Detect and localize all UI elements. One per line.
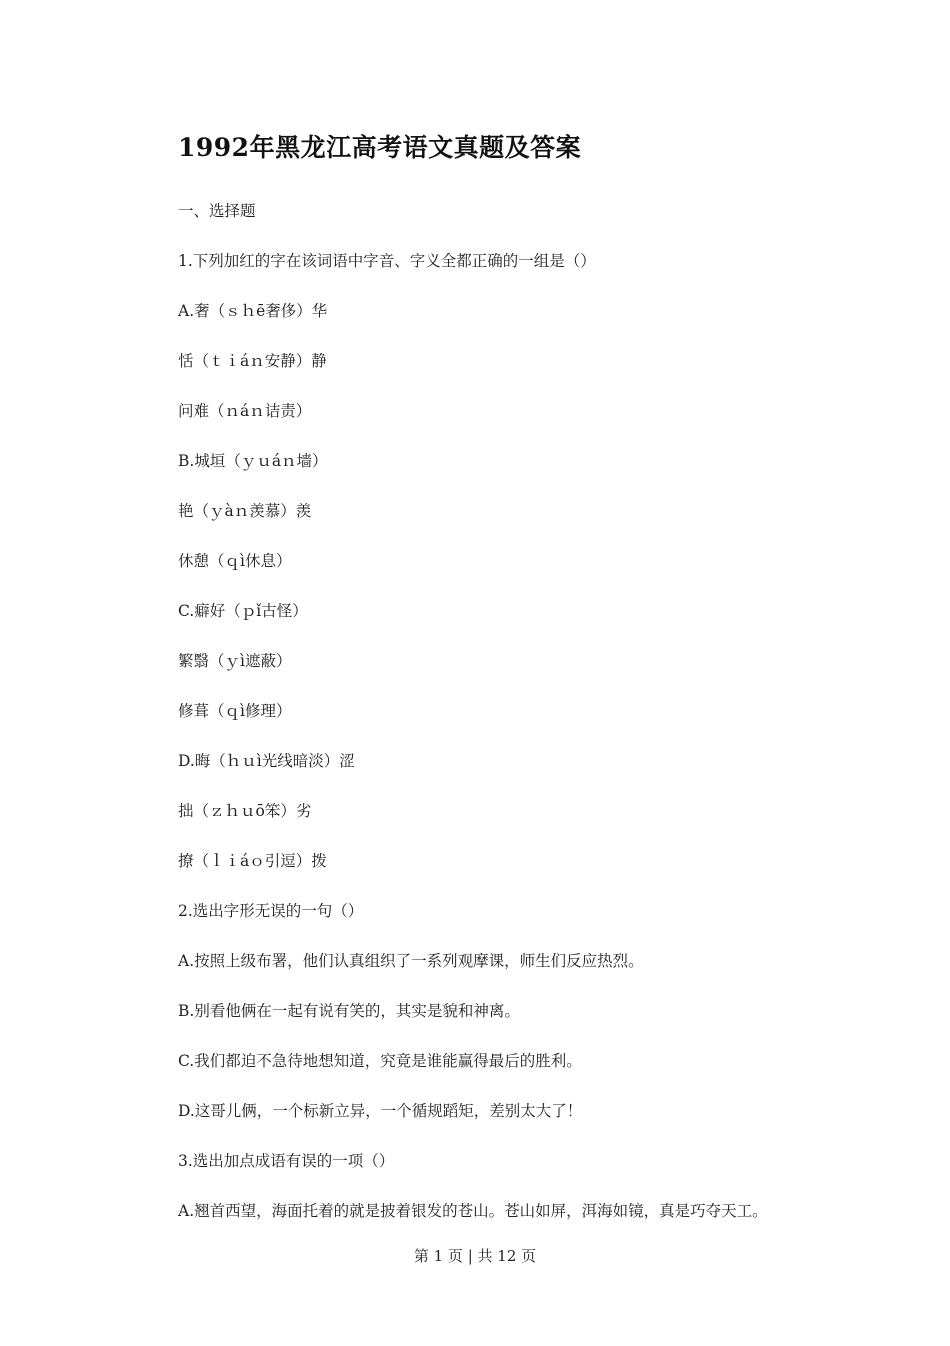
question-1-stem: 1.下列加红的字在该词语中字音、字义全都正确的一组是（） bbox=[178, 252, 596, 270]
question-1-option-c-line-2: 繁翳（ｙì遮蔽） bbox=[178, 652, 292, 670]
question-3-option-a: A.翘首西望，海面托着的就是披着银发的苍山。苍山如屏，洱海如镜，真是巧夺天工。 bbox=[178, 1202, 768, 1220]
question-2-option-d: D.这哥儿俩，一个标新立异，一个循规蹈矩，差别太大了！ bbox=[178, 1102, 583, 1120]
question-1-option-d-line-2: 拙（ｚｈｕō笨）劣 bbox=[178, 802, 312, 820]
question-2-option-c: C.我们都迫不急待地想知道，究竟是谁能赢得最后的胜利。 bbox=[178, 1052, 582, 1070]
question-2-option-a: A.按照上级布署，他们认真组织了一系列观摩课，师生们反应热烈。 bbox=[178, 952, 644, 970]
question-3-stem: 3.选出加点成语有误的一项（） bbox=[178, 1152, 395, 1170]
question-1-option-b-line-3: 休憩（ｑì休息） bbox=[178, 552, 292, 570]
section-heading: 一、选择题 bbox=[178, 202, 256, 220]
question-2-stem: 2.选出字形无误的一句（） bbox=[178, 902, 364, 920]
question-1-option-a-line-3: 问难（ｎáｎ诘责） bbox=[178, 402, 312, 420]
question-1-option-a-line-1: A.奢（ｓｈē奢侈）华 bbox=[178, 302, 328, 320]
document-title: 1992年黑龙江高考语文真题及答案 bbox=[178, 133, 582, 162]
page-footer: 第 1 页 | 共 12 页 bbox=[413, 1247, 537, 1265]
question-1-option-c-line-3: 修葺（ｑì修理） bbox=[178, 702, 292, 720]
question-1-option-b-line-2: 艳（ｙàｎ羡慕）羡 bbox=[178, 502, 312, 520]
question-1-option-d-line-1: D.晦（ｈｕì光线暗淡）涩 bbox=[178, 752, 355, 770]
question-1-option-b-line-1: B.城垣（ｙｕáｎ墙） bbox=[178, 452, 328, 470]
document-body bbox=[178, 199, 818, 1249]
question-1-option-a-line-2: 恬（ｔｉáｎ安静）静 bbox=[178, 352, 327, 370]
question-1-option-d-line-3: 撩（ｌｉáｏ引逗）拨 bbox=[178, 852, 327, 870]
question-2-option-b: B.别看他俩在一起有说有笑的，其实是貌和神离。 bbox=[178, 1002, 520, 1020]
question-1-option-c-line-1: C.癖好（ｐǐ古怪） bbox=[178, 602, 308, 620]
